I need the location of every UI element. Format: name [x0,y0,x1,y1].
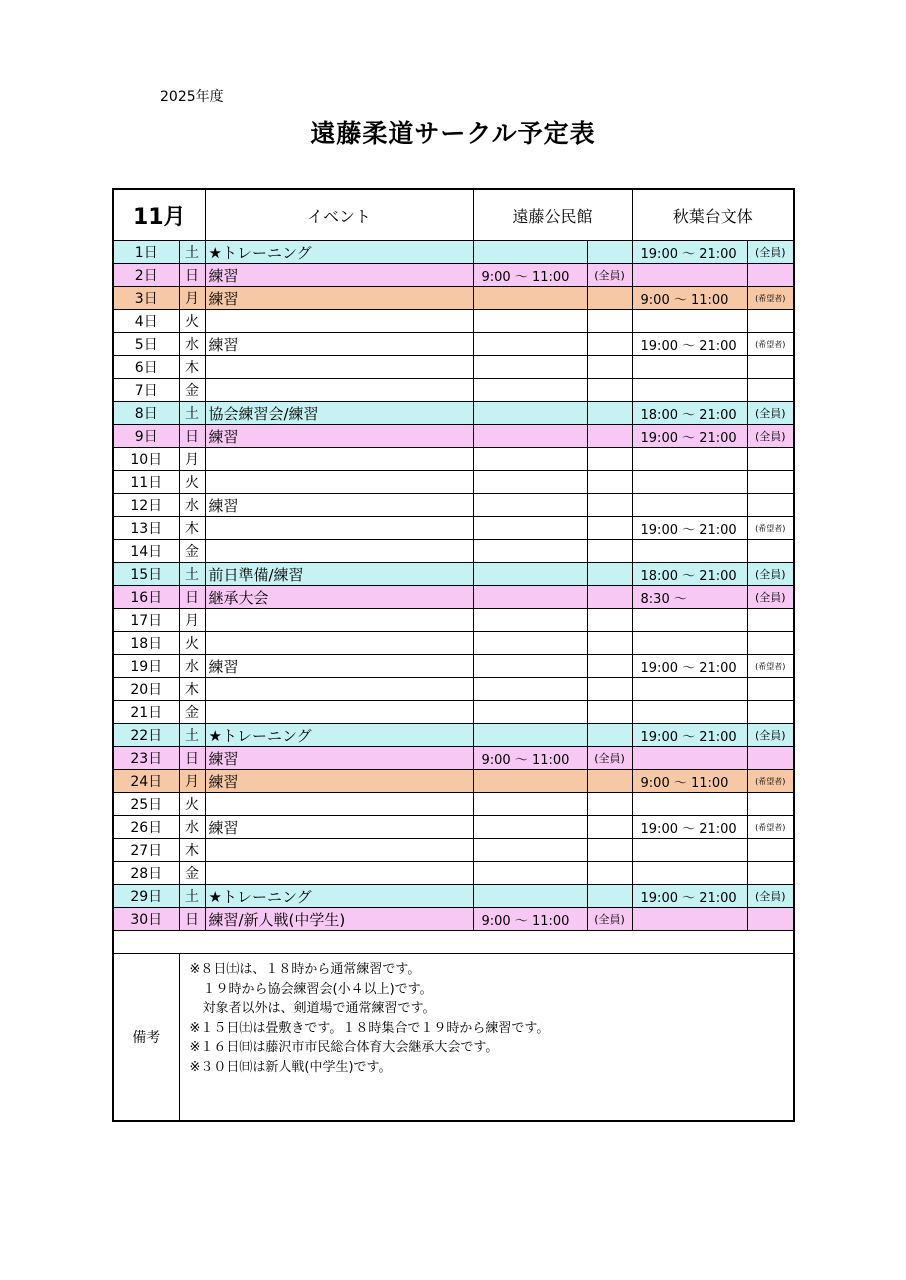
venue2-time-cell: 19:00 ～ 21:00 [632,241,747,264]
venue2-note-cell [747,862,794,885]
venue2-time-cell [632,678,747,701]
table-row [113,816,794,839]
event-cell: ★トレーニング [205,885,473,908]
weekday-cell: 木 [179,678,205,701]
venue1-time-cell [473,586,587,609]
venue1-time-cell [473,724,587,747]
venue1-time-cell [473,793,587,816]
event-cell: 練習 [205,333,473,356]
venue1-time-cell [473,425,587,448]
table-row [113,310,794,333]
date-cell: 1日 [113,241,179,264]
blank-row [113,931,794,954]
date-cell: 29日 [113,885,179,908]
venue1-note-cell [587,816,632,839]
event-cell [205,471,473,494]
venue1-note-cell [587,793,632,816]
event-cell: 練習 [205,747,473,770]
page-title: 遠藤柔道サークル予定表 [310,119,596,148]
memo-row [113,954,794,1122]
event-cell [205,632,473,655]
date-cell: 6日 [113,356,179,379]
weekday-cell: 水 [179,494,205,517]
venue1-note-cell [587,356,632,379]
weekday-cell: 火 [179,793,205,816]
venue2-time-cell: 19:00 ～ 21:00 [632,816,747,839]
event-cell [205,793,473,816]
venue1-time-cell [473,609,587,632]
venue1-note-cell [587,402,632,425]
weekday-cell: 土 [179,724,205,747]
event-cell [205,678,473,701]
table-row [113,701,794,724]
weekday-cell: 金 [179,701,205,724]
date-cell: 16日 [113,586,179,609]
column-header-event: イベント [205,189,473,241]
event-cell: 練習 [205,264,473,287]
venue2-time-cell [632,609,747,632]
weekday-cell: 火 [179,310,205,333]
venue2-note-cell [747,632,794,655]
event-cell [205,839,473,862]
venue2-note-cell [747,356,794,379]
weekday-cell: 金 [179,540,205,563]
venue2-time-cell: 9:00 ～ 11:00 [632,287,747,310]
venue2-note-cell: (全員) [747,241,794,264]
date-cell: 11日 [113,471,179,494]
venue1-time-cell [473,770,587,793]
table-row [113,540,794,563]
weekday-cell: 日 [179,425,205,448]
venue1-note-cell [587,862,632,885]
event-cell [205,310,473,333]
venue1-time-cell [473,563,587,586]
venue2-time-cell: 8:30 ～ [632,586,747,609]
fiscal-year: 2025年度 [160,89,224,105]
table-row [113,632,794,655]
venue1-note-cell [587,333,632,356]
table-row [113,609,794,632]
date-cell: 23日 [113,747,179,770]
venue2-time-cell [632,701,747,724]
venue1-note-cell [587,632,632,655]
date-cell: 30日 [113,908,179,931]
venue1-note-cell [587,586,632,609]
venue2-time-cell [632,310,747,333]
venue1-note-cell [587,701,632,724]
table-row [113,586,794,609]
venue2-time-cell: 19:00 ～ 21:00 [632,655,747,678]
event-cell: 練習 [205,655,473,678]
memo-line: ※１６日㈰は藤沢市市民総合体育大会継承大会です。 [189,1040,499,1055]
venue2-time-cell: 19:00 ～ 21:00 [632,517,747,540]
column-header-venue1: 遠藤公民館 [473,189,632,241]
date-cell: 9日 [113,425,179,448]
event-cell: 練習 [205,287,473,310]
memo-line: 対象者以外は、剣道場で通常練習です。 [189,1001,436,1016]
weekday-cell: 水 [179,816,205,839]
venue2-time-cell [632,471,747,494]
venue1-time-cell [473,701,587,724]
venue2-note-cell: (全員) [747,586,794,609]
venue1-time-cell [473,379,587,402]
venue2-note-cell [747,448,794,471]
venue1-note-cell [587,678,632,701]
weekday-cell: 木 [179,356,205,379]
weekday-cell: 土 [179,563,205,586]
month-label: 11月 [113,189,205,241]
venue2-note-cell: (全員) [747,885,794,908]
event-cell: 協会練習会/練習 [205,402,473,425]
weekday-cell: 金 [179,862,205,885]
date-cell: 20日 [113,678,179,701]
venue1-time-cell [473,356,587,379]
event-cell: ★トレーニング [205,241,473,264]
date-cell: 2日 [113,264,179,287]
venue1-note-cell [587,287,632,310]
event-cell: 練習 [205,494,473,517]
memo-label: 備考 [113,954,179,1122]
event-cell [205,540,473,563]
weekday-cell: 日 [179,586,205,609]
venue2-note-cell [747,701,794,724]
table-row [113,563,794,586]
table-row [113,356,794,379]
weekday-cell: 火 [179,471,205,494]
venue1-note-cell [587,885,632,908]
memo-line: ※１５日㈯は畳敷きです。１８時集合で１９時から練習です。 [189,1020,550,1036]
event-cell [205,609,473,632]
venue1-note-cell [587,379,632,402]
event-cell: 継承大会 [205,586,473,609]
table-row [113,724,794,747]
venue1-time-cell [473,287,587,310]
venue1-note-cell [587,471,632,494]
venue1-note-cell: (全員) [587,908,632,931]
venue1-time-cell [473,632,587,655]
venue1-note-cell [587,425,632,448]
venue2-note-cell [747,839,794,862]
date-cell: 4日 [113,310,179,333]
memo-line: ※８日㈯は、１８時から通常練習です。 [189,962,421,977]
venue2-time-cell [632,379,747,402]
weekday-cell: 土 [179,241,205,264]
weekday-cell: 土 [179,885,205,908]
venue1-note-cell [587,241,632,264]
event-cell: 練習 [205,425,473,448]
venue1-time-cell [473,402,587,425]
venue2-note-cell [747,471,794,494]
venue2-note-cell [747,793,794,816]
table-row [113,793,794,816]
venue1-note-cell [587,517,632,540]
venue2-note-cell: (全員) [747,402,794,425]
table-row [113,747,794,770]
event-cell: 練習/新人戦(中学生) [205,908,473,931]
venue2-note-cell: (全員) [747,563,794,586]
venue2-note-cell [747,908,794,931]
venue1-time-cell [473,678,587,701]
venue1-note-cell [587,494,632,517]
venue2-note-cell [747,747,794,770]
venue1-time-cell [473,862,587,885]
venue2-note-cell: (希望者) [747,770,794,793]
weekday-cell: 水 [179,333,205,356]
venue1-time-cell [473,517,587,540]
venue1-time-cell [473,816,587,839]
venue1-time-cell [473,494,587,517]
venue2-time-cell: 18:00 ～ 21:00 [632,402,747,425]
event-cell [205,701,473,724]
venue1-note-cell [587,310,632,333]
date-cell: 8日 [113,402,179,425]
venue1-time-cell [473,241,587,264]
event-cell [205,448,473,471]
table-row [113,517,794,540]
event-cell [205,862,473,885]
table-row [113,839,794,862]
date-cell: 14日 [113,540,179,563]
venue1-time-cell: 9:00 ～ 11:00 [473,264,587,287]
date-cell: 19日 [113,655,179,678]
venue2-time-cell [632,448,747,471]
date-cell: 21日 [113,701,179,724]
table-row [113,908,794,931]
date-cell: 7日 [113,379,179,402]
venue1-note-cell [587,563,632,586]
venue2-time-cell [632,494,747,517]
venue2-time-cell: 9:00 ～ 11:00 [632,770,747,793]
weekday-cell: 月 [179,287,205,310]
weekday-cell: 日 [179,908,205,931]
venue1-note-cell [587,448,632,471]
date-cell: 18日 [113,632,179,655]
table-row [113,448,794,471]
venue2-note-cell: (全員) [747,425,794,448]
table-row [113,494,794,517]
venue1-time-cell [473,885,587,908]
weekday-cell: 金 [179,379,205,402]
venue1-time-cell: 9:00 ～ 11:00 [473,908,587,931]
date-cell: 26日 [113,816,179,839]
venue1-note-cell [587,655,632,678]
venue2-time-cell [632,264,747,287]
date-cell: 28日 [113,862,179,885]
date-cell: 24日 [113,770,179,793]
table-row [113,770,794,793]
table-row [113,425,794,448]
event-cell [205,356,473,379]
table-row [113,402,794,425]
venue1-time-cell [473,448,587,471]
venue2-note-cell: (希望者) [747,517,794,540]
weekday-cell: 月 [179,609,205,632]
event-cell: ★トレーニング [205,724,473,747]
venue2-note-cell: (全員) [747,724,794,747]
venue2-time-cell: 19:00 ～ 21:00 [632,425,747,448]
weekday-cell: 木 [179,839,205,862]
weekday-cell: 木 [179,517,205,540]
memo-line: ※３０日㈰は新人戦(中学生)です。 [189,1059,392,1075]
table-row [113,287,794,310]
date-cell: 22日 [113,724,179,747]
table-row [113,678,794,701]
date-cell: 17日 [113,609,179,632]
event-cell [205,517,473,540]
venue1-time-cell [473,471,587,494]
venue2-note-cell [747,678,794,701]
date-cell: 12日 [113,494,179,517]
weekday-cell: 日 [179,747,205,770]
table-row [113,471,794,494]
venue2-time-cell [632,632,747,655]
event-cell: 前日準備/練習 [205,563,473,586]
memo-body [179,954,794,1122]
weekday-cell: 土 [179,402,205,425]
date-cell: 3日 [113,287,179,310]
venue2-time-cell: 19:00 ～ 21:00 [632,885,747,908]
date-cell: 13日 [113,517,179,540]
venue1-time-cell [473,655,587,678]
venue1-note-cell [587,839,632,862]
date-cell: 15日 [113,563,179,586]
venue2-time-cell [632,862,747,885]
weekday-cell: 月 [179,770,205,793]
event-cell: 練習 [205,816,473,839]
venue1-time-cell [473,839,587,862]
header-row [113,189,794,241]
date-cell: 5日 [113,333,179,356]
venue2-time-cell [632,793,747,816]
memo-line: １９時から協会練習会(小４以上)です。 [189,981,433,997]
venue1-time-cell [473,333,587,356]
venue2-note-cell [747,609,794,632]
venue2-note-cell [747,310,794,333]
venue1-note-cell [587,724,632,747]
event-cell [205,379,473,402]
venue2-note-cell: (希望者) [747,287,794,310]
date-cell: 10日 [113,448,179,471]
venue1-time-cell [473,540,587,563]
venue2-note-cell: (希望者) [747,655,794,678]
table-row [113,885,794,908]
venue2-time-cell: 19:00 ～ 21:00 [632,724,747,747]
table-row [113,333,794,356]
venue2-time-cell [632,839,747,862]
venue2-time-cell [632,356,747,379]
venue1-note-cell: (全員) [587,264,632,287]
weekday-cell: 火 [179,632,205,655]
venue1-time-cell: 9:00 ～ 11:00 [473,747,587,770]
venue2-note-cell [747,540,794,563]
venue2-note-cell [747,264,794,287]
venue1-note-cell [587,770,632,793]
venue2-note-cell: (希望者) [747,333,794,356]
venue1-note-cell: (全員) [587,747,632,770]
venue1-note-cell [587,540,632,563]
table-row [113,655,794,678]
venue2-note-cell: (希望者) [747,816,794,839]
venue2-time-cell: 18:00 ～ 21:00 [632,563,747,586]
venue1-time-cell [473,310,587,333]
schedule-table [112,188,795,1122]
weekday-cell: 月 [179,448,205,471]
blank-cell [113,931,794,954]
venue2-time-cell: 19:00 ～ 21:00 [632,333,747,356]
weekday-cell: 日 [179,264,205,287]
table-row [113,241,794,264]
date-cell: 27日 [113,839,179,862]
table-row [113,379,794,402]
table-row [113,862,794,885]
event-cell: 練習 [205,770,473,793]
venue2-time-cell [632,540,747,563]
venue2-time-cell [632,747,747,770]
venue2-time-cell [632,908,747,931]
venue2-note-cell [747,494,794,517]
venue2-note-cell [747,379,794,402]
column-header-venue2: 秋葉台文体 [632,189,794,241]
weekday-cell: 水 [179,655,205,678]
venue1-note-cell [587,609,632,632]
table-row [113,264,794,287]
date-cell: 25日 [113,793,179,816]
